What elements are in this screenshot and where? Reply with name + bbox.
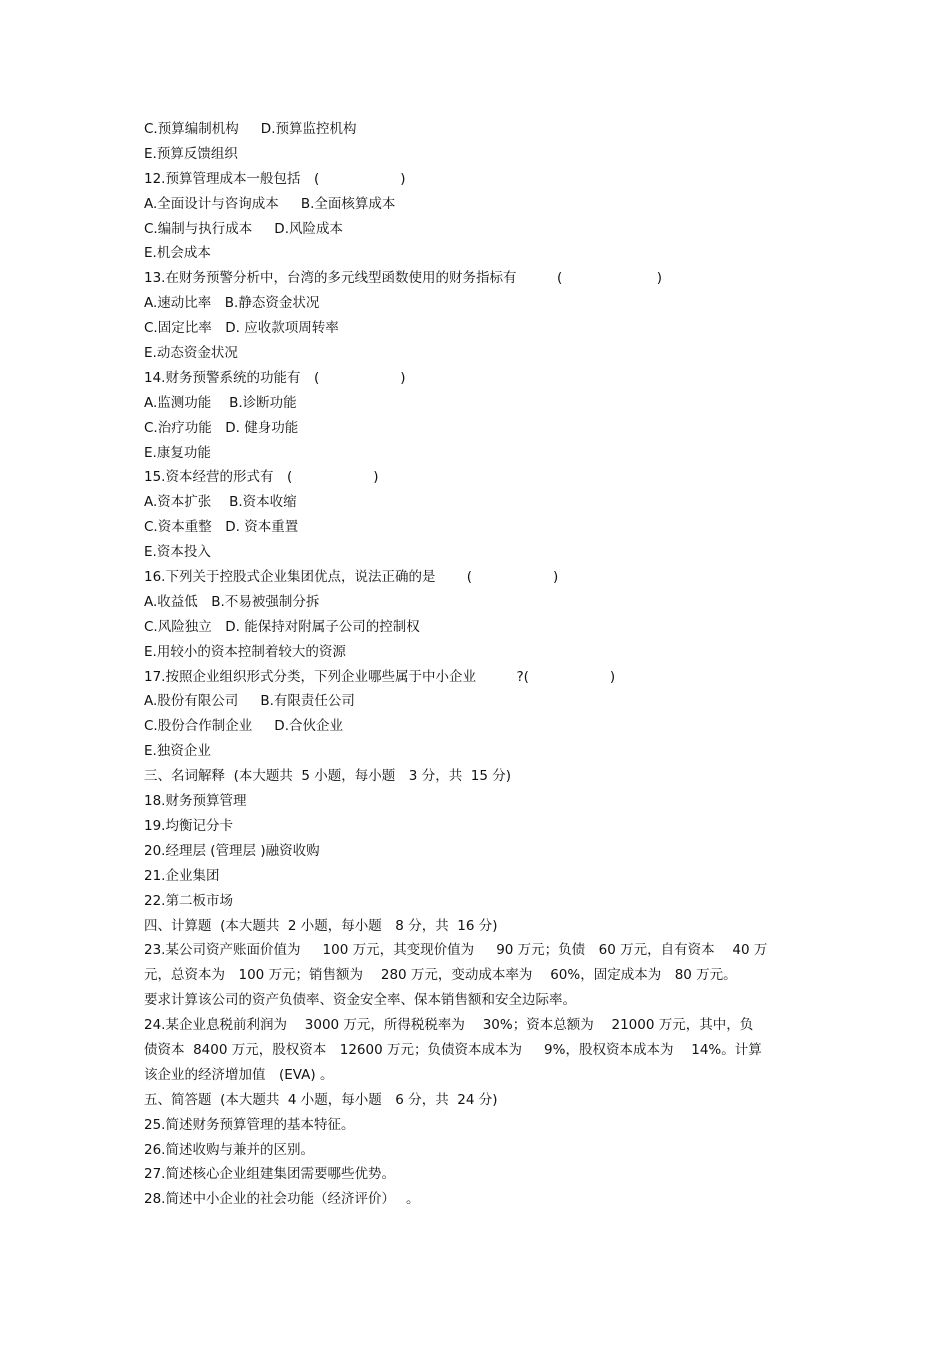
question-15: 15.资本经营的形式有 ( ) xyxy=(144,469,379,486)
text-line xyxy=(144,217,814,242)
question-14: 14.财务预警系统的功能有 ( ) xyxy=(144,369,406,386)
text-line xyxy=(144,391,814,416)
question-17: 17.按照企业组织形式分类，下列企业哪些属于中小企业 ?( ) xyxy=(144,668,616,685)
option-line: C.编制与执行成本 D.风险成本 xyxy=(144,220,343,237)
option-line: C.资本重整 D. 资本重置 xyxy=(144,519,299,536)
text-line xyxy=(144,167,814,192)
question-23-cont: 元，总资本为 100 万元；销售额为 280 万元，变动成本率为 60%，固定成本为 80 万元。 xyxy=(144,967,737,984)
text-line xyxy=(144,192,814,217)
text-line xyxy=(144,689,814,714)
text-line xyxy=(144,938,814,963)
question-26: 26.简述收购与兼并的区别。 xyxy=(144,1141,314,1158)
text-line xyxy=(144,465,814,490)
text-line xyxy=(144,1187,814,1212)
option-line: E.康复功能 xyxy=(144,444,211,461)
text-line xyxy=(144,241,814,266)
option-line: A.速动比率 B.静态资金状况 xyxy=(144,295,320,312)
option-line: A.监测功能 B.诊断功能 xyxy=(144,394,297,411)
option-line: A.资本扩张 B.资本收缩 xyxy=(144,494,297,511)
text-line xyxy=(144,764,814,789)
text-line xyxy=(144,1088,814,1113)
question-18: 18.财务预算管理 xyxy=(144,793,247,810)
text-line xyxy=(144,615,814,640)
text-line xyxy=(144,864,814,889)
text-line xyxy=(144,316,814,341)
text-line xyxy=(144,1038,814,1063)
text-line xyxy=(144,1138,814,1163)
option-line: C.治疗功能 D. 健身功能 xyxy=(144,419,299,436)
question-23-cont: 要求计算该公司的资产负债率、资金安全率、保本销售额和安全边际率。 xyxy=(144,992,576,1009)
text-line xyxy=(144,117,814,142)
text-line xyxy=(144,665,814,690)
question-20: 20.经理层 (管理层 )融资收购 xyxy=(144,842,320,859)
question-21: 21.企业集团 xyxy=(144,867,220,884)
text-line xyxy=(144,640,814,665)
text-line xyxy=(144,142,814,167)
document-body xyxy=(144,117,814,1212)
text-line xyxy=(144,291,814,316)
option-line: E.独资企业 xyxy=(144,743,211,760)
option-line: E.资本投入 xyxy=(144,544,211,561)
text-line xyxy=(144,889,814,914)
question-27: 27.简述核心企业组建集团需要哪些优势。 xyxy=(144,1166,395,1183)
text-line xyxy=(144,341,814,366)
text-line xyxy=(144,565,814,590)
section-heading-4: 四、计算题 (本大题共 2 小题，每小题 8 分，共 16 分) xyxy=(144,917,498,934)
text-line xyxy=(144,1063,814,1088)
section-heading-3: 三、名词解释 (本大题共 5 小题，每小题 3 分，共 15 分) xyxy=(144,768,512,785)
option-line: A.收益低 B.不易被强制分拆 xyxy=(144,593,320,610)
text-line xyxy=(144,1113,814,1138)
question-24: 24.某企业息税前利润为 3000 万元，所得税税率为 30%；资本总额为 21000 万元，其中，负 xyxy=(144,1017,754,1034)
text-line xyxy=(144,714,814,739)
option-line: C.股份合作制企业 D.合伙企业 xyxy=(144,718,343,735)
text-line xyxy=(144,590,814,615)
text-line xyxy=(144,540,814,565)
text-line xyxy=(144,515,814,540)
text-line xyxy=(144,963,814,988)
question-24-cont: 该企业的经济增加值 (EVA) 。 xyxy=(144,1066,334,1083)
text-line xyxy=(144,789,814,814)
question-16: 16.下列关于控股式企业集团优点，说法正确的是 ( ) xyxy=(144,569,559,586)
option-line: A.股份有限公司 B.有限责任公司 xyxy=(144,693,355,710)
option-line: C.预算编制机构 D.预算监控机构 xyxy=(144,121,357,137)
question-22: 22.第二板市场 xyxy=(144,892,233,909)
option-line: E.预算反馈组织 xyxy=(144,145,238,162)
text-line xyxy=(144,814,814,839)
text-line xyxy=(144,416,814,441)
question-28: 28.简述中小企业的社会功能（经济评价） 。 xyxy=(144,1191,420,1208)
option-line: C.风险独立 D. 能保持对附属子公司的控制权 xyxy=(144,618,420,635)
section-heading-5: 五、简答题 (本大题共 4 小题，每小题 6 分，共 24 分) xyxy=(144,1091,498,1108)
question-25: 25.简述财务预算管理的基本特征。 xyxy=(144,1116,355,1133)
text-line xyxy=(144,914,814,939)
text-line xyxy=(144,839,814,864)
option-line: A.全面设计与咨询成本 B.全面核算成本 xyxy=(144,195,396,212)
text-line xyxy=(144,739,814,764)
option-line: E.机会成本 xyxy=(144,245,211,262)
text-line xyxy=(144,988,814,1013)
text-line xyxy=(144,266,814,291)
question-19: 19.均衡记分卡 xyxy=(144,817,233,834)
text-line xyxy=(144,441,814,466)
text-line xyxy=(144,490,814,515)
text-line xyxy=(144,366,814,391)
option-line: E.动态资金状况 xyxy=(144,345,238,362)
question-12: 12.预算管理成本一般包括 ( ) xyxy=(144,170,406,187)
question-24-cont: 债资本 8400 万元，股权资本 12600 万元；负债资本成本为 9%，股权资本成本为 14%。计算 xyxy=(144,1041,762,1058)
question-23: 23.某公司资产账面价值为 100 万元，其变现价值为 90 万元；负债 60 万元，自有资本 40 万 xyxy=(144,942,768,959)
text-line xyxy=(144,1162,814,1187)
question-13: 13.在财务预警分析中，台湾的多元线型函数使用的财务指标有 ( ) xyxy=(144,270,663,287)
text-line xyxy=(144,1013,814,1038)
option-line: E.用较小的资本控制着较大的资源 xyxy=(144,643,346,660)
option-line: C.固定比率 D. 应收款项周转率 xyxy=(144,320,339,337)
